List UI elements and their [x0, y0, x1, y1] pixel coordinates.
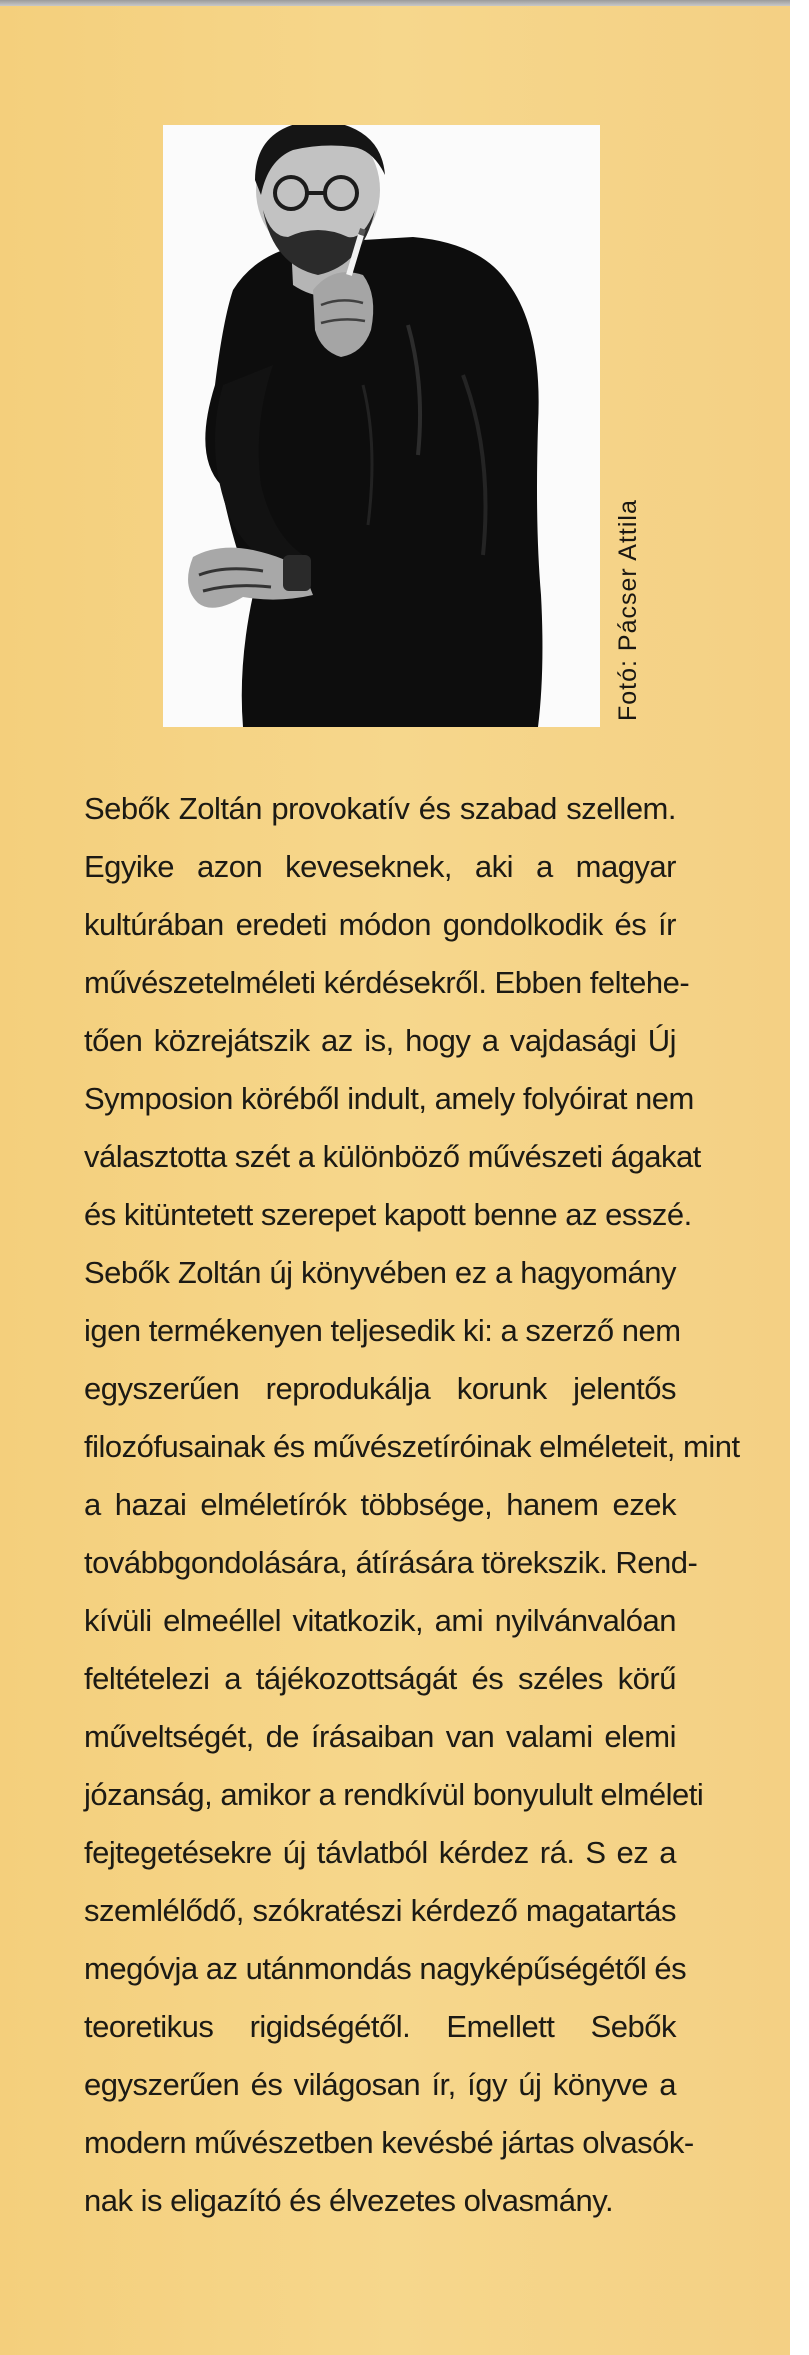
blurb-line: továbbgondolására, átírására törekszik. Rend- — [84, 1545, 698, 1580]
blurb-line: tően közrejátszik az is, hogy a vajdasági Új — [84, 1023, 676, 1058]
blurb-line: műveltségét, de írásaiban van valami elemi — [84, 1719, 676, 1754]
blurb-line: Sebők Zoltán új könyvében ez a hagyomány — [84, 1255, 676, 1290]
blurb-line: választotta szét a különböző művészeti ágakat — [84, 1139, 701, 1174]
author-photo — [163, 125, 600, 727]
blurb-line: megóvja az utánmondás nagyképűségétől és — [84, 1951, 687, 1986]
blurb-line: fejtegetésekre új távlatból kérdez rá. S ez a — [84, 1835, 676, 1870]
scan-right-margin — [790, 0, 809, 2355]
blurb-line: egyszerűen és világosan ír, így új könyve a — [84, 2067, 676, 2102]
blurb-line: egyszerűen reprodukálja korunk jelentős — [84, 1371, 676, 1406]
blurb-line: modern művészetben kevésbé jártas olvasók- — [84, 2125, 694, 2160]
blurb-line: filozófusainak és művészetíróinak elméleteit, mint — [84, 1429, 740, 1464]
blurb-line: kultúrában eredeti módon gondolkodik és ír — [84, 907, 676, 942]
blurb-line: teoretikus rigidségétől. Emellett Sebők — [84, 2009, 676, 2044]
photo-credit: Fotó: Pácser Attila — [614, 499, 642, 721]
blurb-line: nak is eligazító és élvezetes olvasmány. — [84, 2183, 614, 2218]
blurb-line: feltételezi a tájékozottságát és széles körű — [84, 1661, 676, 1696]
back-cover-blurb — [84, 780, 740, 2230]
blurb-line: Symposion köréből indult, amely folyóirat nem — [84, 1081, 694, 1116]
blurb-line: józanság, amikor a rendkívül bonyulult elméleti — [84, 1777, 704, 1812]
blurb-line: kívüli elmeéllel vitatkozik, ami nyilvánvalóan — [84, 1603, 676, 1638]
blurb-line: művészetelméleti kérdésekről. Ebben feltehe- — [84, 965, 690, 1000]
blurb-line: igen termékenyen teljesedik ki: a szerző nem — [84, 1313, 681, 1348]
blurb-line: a hazai elméletírók többsége, hanem ezek — [84, 1487, 676, 1522]
blurb-line: szemlélődő, szókratészi kérdező magatartás — [84, 1893, 676, 1928]
blurb-line: Egyike azon keveseknek, aki a magyar — [84, 849, 676, 884]
blurb-line: és kitüntetett szerepet kapott benne az esszé. — [84, 1197, 692, 1232]
blurb-line: Sebők Zoltán provokatív és szabad szellem. — [84, 791, 676, 826]
